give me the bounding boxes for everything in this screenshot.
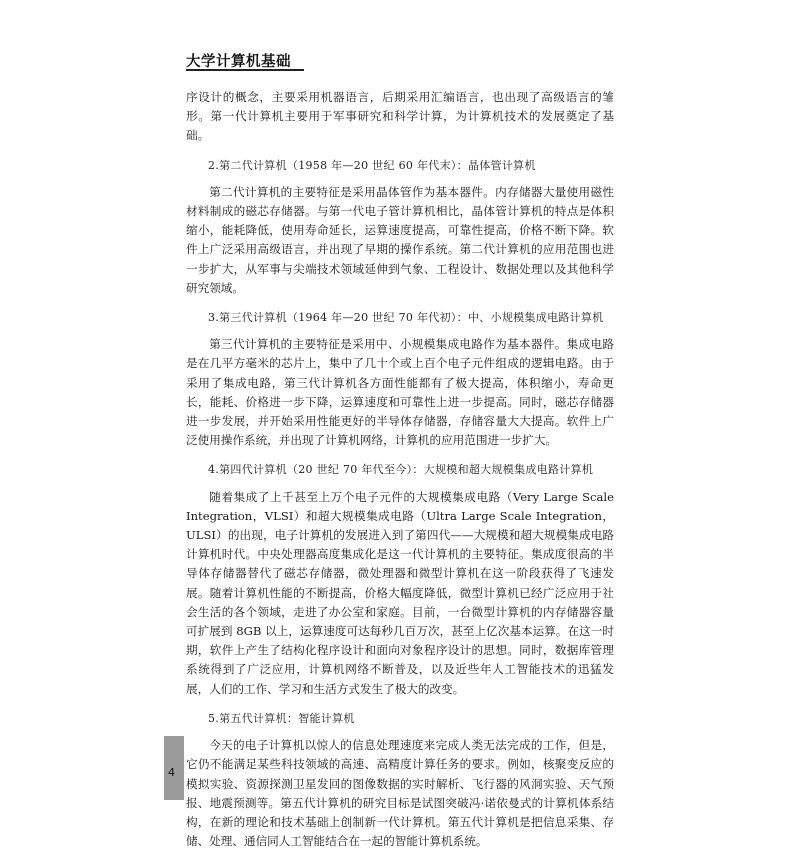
- page-number: 4: [168, 766, 175, 779]
- header-rule: [186, 69, 304, 71]
- paragraph-continuation: 序设计的概念，主要采用机器语言，后期采用汇编语言，也出现了高级语言的雏形。第一代计算机主要用于军事研究和科学计算，为计算机技术的发展奠定了基础。: [186, 90, 614, 143]
- section-heading-third-generation: 3.第三代计算机（1964 年—20 世纪 70 年代初）：中、小规模集成电路计算机: [208, 311, 604, 325]
- running-header-title: 大学计算机基础: [186, 54, 291, 70]
- page-body: [186, 88, 614, 851]
- section-heading-second-generation: 2.第二代计算机（1958 年—20 世纪 60 年代末）：晶体管计算机: [208, 158, 536, 172]
- section-heading-fourth-generation: 4.第四代计算机（20 世纪 70 年代至今）：大规模和超大规模集成电路计算机: [208, 463, 594, 477]
- paragraph-third-generation: 第三代计算机的主要特征是采用中、小规模集成电路作为基本器件。集成电路是在几平方毫米的芯片上，集中了几十个或上百个电子元件组成的逻辑电路。由于采用了集成电路，第三代计算机各方面性能都有了极大提高，体积缩小，寿命更长，能耗、价格进一步下降，运算速度和可靠性上进一步提高。同时，磁芯存储器进一步发展，并开始采用性能更好的半导体存储器，存储容量大大提高。软件上广泛使用操作系统，并出现了计算机网络，计算机的应用范围进一步扩大。: [186, 337, 614, 448]
- paragraph-fourth-generation: 随着集成了上千甚至上万个电子元件的大规模集成电路（Very Large Scale Integration，VLSI）和超大规模集成电路（Ultra Large Scale Integration，ULSI）的出现，电子计算机的发展进入到了第四代——大规模和超大规模集成电路计算机时代。中央处理器高度集成化是这一代计算机的主要特征。集成度很高的半导体存储器替代了磁芯存储器，微处理器和微型计算机在这一阶段获得了飞速发展。随着计算机性能的不断提高，价格大幅度降低，微型计算机已经广泛应用于社会生活的各个领域，走进了办公室和家庭。目前，一台微型计算机的内存储器容量可扩展到 8GB 以上，运算速度可达每秒几百万次，甚至上亿次基本运算。在这一时期，软件上产生了结构化程序设计和面向对象程序设计的思想。同时，数据库管理系统得到了广泛应用，计算机网络不断普及，以及近些年人工智能技术的迅猛发展，人们的工作、学习和生活方式发生了极大的改变。: [186, 489, 614, 696]
- paragraph-second-generation: 第二代计算机的主要特征是采用晶体管作为基本器件。内存储器大量使用磁性材料制成的磁芯存储器。与第一代电子管计算机相比，晶体管计算机的特点是体积缩小，能耗降低，使用寿命延长，运算速度提高，可靠性提高，价格不断下降。软件上广泛采用高级语言，并出现了早期的操作系统。第二代计算机的应用范围也进一步扩大，从军事与尖端技术领域延伸到气象、工程设计、数据处理以及其他科学研究领域。: [186, 184, 614, 295]
- paragraph-fifth-generation: 今天的电子计算机以惊人的信息处理速度来完成人类无法完成的工作，但是，它仍不能满足某些科技领域的高速、高精度计算任务的要求。例如，核聚变反应的模拟实验、资源探测卫星发回的图像数据的实时解析、飞行器的风洞实验、天气预报、地震预测等。第五代计算机的研究目标是试图突破冯·诺依曼式的计算机体系结构，在新的理论和技术基础上创制新一代计算机。第五代计算机是把信息采集、存储、处理、通信同人工智能结合在一起的智能计算机系统。: [186, 738, 614, 849]
- section-heading-fifth-generation: 5.第五代计算机：智能计算机: [208, 711, 355, 725]
